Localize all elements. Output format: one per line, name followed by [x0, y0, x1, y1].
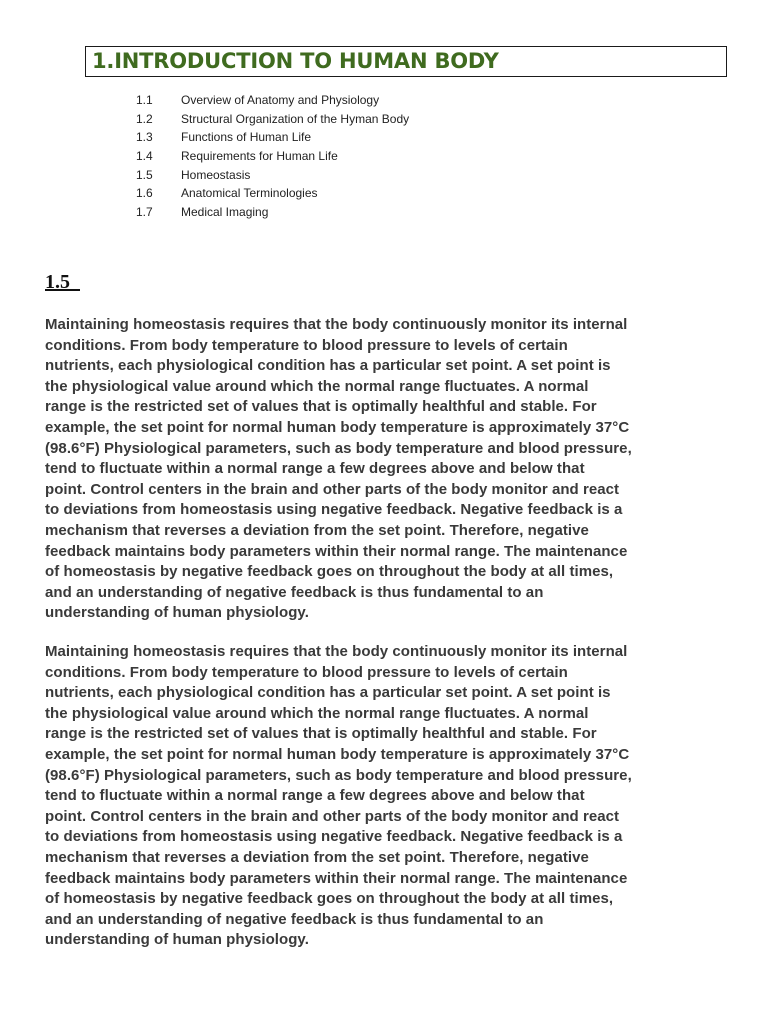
- toc-item: [136, 110, 409, 129]
- toc-item-number: 1.3: [136, 130, 153, 145]
- toc-item: [136, 147, 409, 166]
- toc-item: [136, 91, 409, 110]
- table-of-contents: [136, 91, 409, 221]
- toc-item-number: 1.1: [136, 93, 153, 108]
- toc-item-number: 1.2: [136, 111, 153, 126]
- body-paragraph: Maintaining homeostasis requires that the body continuously monitor its internal conditions. From body temperature to blood pressure to levels of certain nutrients, each physiological condition has a particular set point. A set point is the physiological value around which the normal range fluctuates. A normal range is the restricted set of values that is optimally healthful and stable. For example, the set point for normal human body temperature is approximately 37°C (98.6°F) Physiological parameters, such as body temperature and blood pressure, tend to fluctuate within a normal range a few degrees above and below that point. Control centers in the brain and other parts of the body monitor and react to deviations from homeostasis using negative feedback. Negative feedback is a mechanism that reverses a deviation from the set point. Therefore, negative feedback maintains body parameters within their normal range. The maintenance of homeostasis by negative feedback goes on throughout the body at all times, and an understanding of negative feedback is thus fundamental to an understanding of human physiology.: [45, 643, 632, 949]
- toc-item-label: Homeostasis: [181, 167, 251, 182]
- toc-item-label: Anatomical Terminologies: [181, 186, 318, 201]
- toc-item-number: 1.4: [136, 149, 153, 164]
- section-heading: 1.5: [45, 271, 80, 293]
- chapter-title: 1.INTRODUCTION TO HUMAN BODY: [92, 49, 499, 73]
- toc-item: [136, 165, 409, 184]
- toc-item-label: Overview of Anatomy and Physiology: [181, 93, 380, 108]
- toc-item-number: 1.6: [136, 186, 153, 201]
- body-paragraph: Maintaining homeostasis requires that the body continuously monitor its internal conditions. From body temperature to blood pressure to levels of certain nutrients, each physiological condition has a particular set point. A set point is the physiological value around which the normal range fluctuates. A normal range is the restricted set of values that is optimally healthful and stable. For example, the set point for normal human body temperature is approximately 37°C (98.6°F) Physiological parameters, such as body temperature and blood pressure, tend to fluctuate within a normal range a few degrees above and below that point. Control centers in the brain and other parts of the body monitor and react to deviations from homeostasis using negative feedback. Negative feedback is a mechanism that reverses a deviation from the set point. Therefore, negative feedback maintains body parameters within their normal range. The maintenance of homeostasis by negative feedback goes on throughout the body at all times, and an understanding of negative feedback is thus fundamental to an understanding of human physiology.: [45, 316, 632, 622]
- chapter-title-box: [85, 46, 727, 77]
- toc-item-label: Medical Imaging: [181, 204, 269, 219]
- toc-item: [136, 184, 409, 203]
- toc-item-number: 1.5: [136, 167, 153, 182]
- toc-item-label: Functions of Human Life: [181, 130, 312, 145]
- toc-item-label: Requirements for Human Life: [181, 149, 338, 164]
- toc-item-label: Structural Organization of the Hyman Body: [181, 111, 410, 126]
- toc-item: [136, 203, 409, 222]
- toc-item-number: 1.7: [136, 204, 153, 219]
- toc-item: [136, 128, 409, 147]
